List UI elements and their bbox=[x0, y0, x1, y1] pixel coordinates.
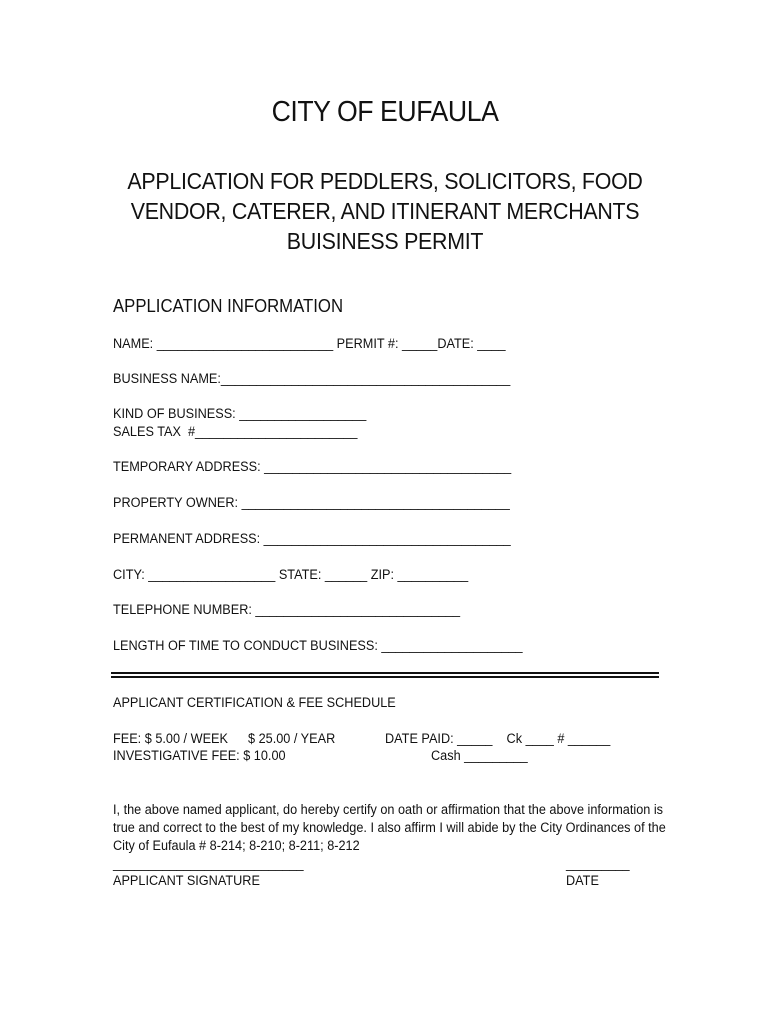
length-of-time-field: LENGTH OF TIME TO CONDUCT BUSINESS: ____________________ bbox=[113, 638, 523, 653]
sales-tax-field: SALES TAX #_______________________ bbox=[113, 424, 358, 439]
permanent-address-field: PERMANENT ADDRESS: ___________________________________ bbox=[113, 531, 511, 546]
divider-bottom bbox=[111, 676, 659, 678]
name-permit-date-field: NAME: _________________________ PERMIT #: _____DATE: ____ bbox=[113, 336, 506, 351]
telephone-number-field: TELEPHONE NUMBER: _____________________________ bbox=[113, 602, 461, 617]
investigative-fee: INVESTIGATIVE FEE: $ 10.00 bbox=[113, 748, 286, 763]
subtitle-line-1: APPLICATION FOR PEDDLERS, SOLICITORS, FOOD bbox=[127, 168, 643, 194]
property-owner-field: PROPERTY OWNER: ______________________________________ bbox=[113, 495, 510, 510]
cash-field: Cash _________ bbox=[431, 748, 528, 763]
page-title: CITY OF EUFAULA bbox=[271, 96, 499, 128]
signature-line: ___________________________ bbox=[113, 856, 304, 871]
certification-heading: APPLICANT CERTIFICATION & FEE SCHEDULE bbox=[113, 695, 396, 710]
date-label: DATE bbox=[566, 873, 599, 888]
date-paid-field: DATE PAID: _____ Ck ____ # ______ bbox=[385, 731, 611, 746]
certification-statement-line-2: true and correct to the best of my knowledge. I also affirm I will abide by the City Ordinances of the bbox=[113, 820, 666, 835]
application-information-heading: APPLICATION INFORMATION bbox=[113, 296, 344, 316]
business-name-field: BUSINESS NAME:_________________________________________ bbox=[113, 371, 511, 386]
city-state-zip-field: CITY: __________________ STATE: ______ ZIP: __________ bbox=[113, 567, 469, 582]
subtitle-line-3: BUISINESS PERMIT bbox=[286, 228, 484, 254]
kind-of-business-field: KIND OF BUSINESS: __________________ bbox=[113, 406, 367, 421]
divider-top bbox=[111, 672, 659, 674]
fee-year: $ 25.00 / YEAR bbox=[248, 731, 336, 746]
fee-week: FEE: $ 5.00 / WEEK bbox=[113, 731, 228, 746]
certification-statement-line-1: I, the above named applicant, do hereby certify on oath or affirmation that the above information is bbox=[113, 802, 664, 817]
temporary-address-field: TEMPORARY ADDRESS: ___________________________________ bbox=[113, 459, 512, 474]
applicant-signature-label: APPLICANT SIGNATURE bbox=[113, 873, 260, 888]
certification-statement-line-3: City of Eufaula # 8-214; 8-210; 8-211; 8-212 bbox=[113, 838, 360, 853]
date-line: _________ bbox=[566, 856, 630, 871]
subtitle-line-2: VENDOR, CATERER, AND ITINERANT MERCHANTS bbox=[130, 198, 640, 224]
